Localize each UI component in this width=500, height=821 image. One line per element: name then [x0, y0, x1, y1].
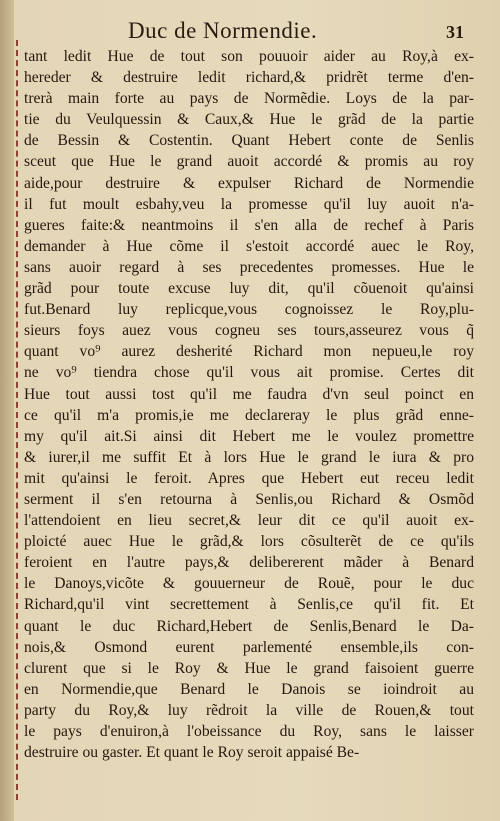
text-line: tant ledit Hue de tout son pouuoir aider au Roy,à ex-: [24, 48, 474, 65]
text-line: grãd pour toute excuse luy dit, qu'il cõuenoit qu'ainsi: [24, 280, 474, 298]
text-line: le pays d'enuiron,à l'obeissance du Roy, sans le laisser: [24, 723, 474, 740]
text-line: destruire ou gaster. Et quant le Roy seroit appaisé Be-: [24, 744, 360, 762]
text-line: party du Roy,& luy rẽdroit la ville de Rouen,& tout: [24, 701, 474, 719]
text-line: gueres faite:& neantmoins il s'en alla de rechef à Paris: [24, 216, 474, 234]
text-line: le Danoys,vicõte & gouuerneur de Rouẽ, pour le duc: [24, 575, 474, 593]
text-line: sieurs foys auez vous cogneu ses tours,asseurez vous q̃: [24, 322, 474, 340]
text-line: ploicté auec Hue le grãd,& lors cõsulterẽt de ce qu'ils: [24, 533, 474, 551]
page-number: 31: [446, 22, 464, 42]
text-line: fut.Benard luy replicque,vous cognoissez le Roy,plu-: [24, 301, 474, 319]
text-line: ce qu'il m'a promis,ie me declareray le plus grãd enne-: [24, 406, 474, 424]
text-line: sceut que Hue le grand auoit accordé & promis au roy: [24, 153, 474, 171]
text-line: quant le duc Richard,Hebert de Senlis,Benard le Da-: [24, 617, 474, 635]
text-line: de Bessin & Costentin. Quant Hebert conte de Senlis: [24, 132, 474, 150]
text-line: Hue tout aussi tost qu'il me faudra d'vn seul poinct en: [24, 385, 474, 403]
running-title: Duc de Normendie.: [128, 18, 318, 43]
text-line: trerà main forte au pays de Normẽdie. Loys de la par-: [24, 90, 474, 108]
text-line: sans auoir regard à ses precedentes promesses. Hue le: [24, 258, 474, 276]
text-line: quant vo⁹ aurez desherité Richard mon nepueu,le roy: [24, 343, 474, 361]
text-line: il fut moult esbahy,veu la promesse qu'il luy auoit n'a-: [24, 195, 474, 213]
text-line: mit qu'ainsi le feroit. Apres que Hebert eut receu ledit: [24, 469, 474, 487]
text-line: en Normendie,que Benard le Danois se ioindroit au: [24, 680, 474, 698]
text-line: ne vo⁹ tiendra chose qu'il vous ait promise. Certes dit: [24, 364, 474, 382]
text-line: feroient en l'autre pays,& delibererent mãder à Benard: [24, 554, 474, 572]
text-line: tie du Veulquessin & Caux,& Hue le grãd de la partie: [24, 111, 474, 129]
page-header: [0, 12, 500, 46]
text-line: l'attendoient en lieu secret,& leur dit ce qu'il auoit ex-: [24, 512, 474, 530]
margin-rule: [16, 40, 20, 800]
text-line: aide,pour destruire & expulser Richard de Normendie: [24, 174, 474, 192]
text-line: hereder & destruire ledit richard,& pridrẽt terme d'en-: [24, 69, 474, 87]
text-line: nois,& Osmond eurent parlementé ensemble,ils con-: [24, 638, 474, 656]
text-line: serment il s'en retourna à Senlis,ou Richard & Osmõd: [24, 490, 474, 508]
text-line: demander à Hue cõme il s'estoit accordé auec le Roy,: [24, 237, 474, 255]
text-line: clurent que si le Roy & Hue le grand faisoient guerre: [24, 659, 474, 677]
text-line: Richard,qu'il vint secrettement à Senlis,ce qu'il fit. Et: [24, 596, 474, 614]
text-line: & iurer,il me suffit Et à lors Hue le grand le iura & pro: [24, 448, 474, 466]
binding-gutter: [0, 0, 14, 821]
body-text: [24, 46, 474, 763]
text-line: my qu'il ait.Si ainsi dit Hebert me le voulez promettre: [24, 427, 474, 445]
